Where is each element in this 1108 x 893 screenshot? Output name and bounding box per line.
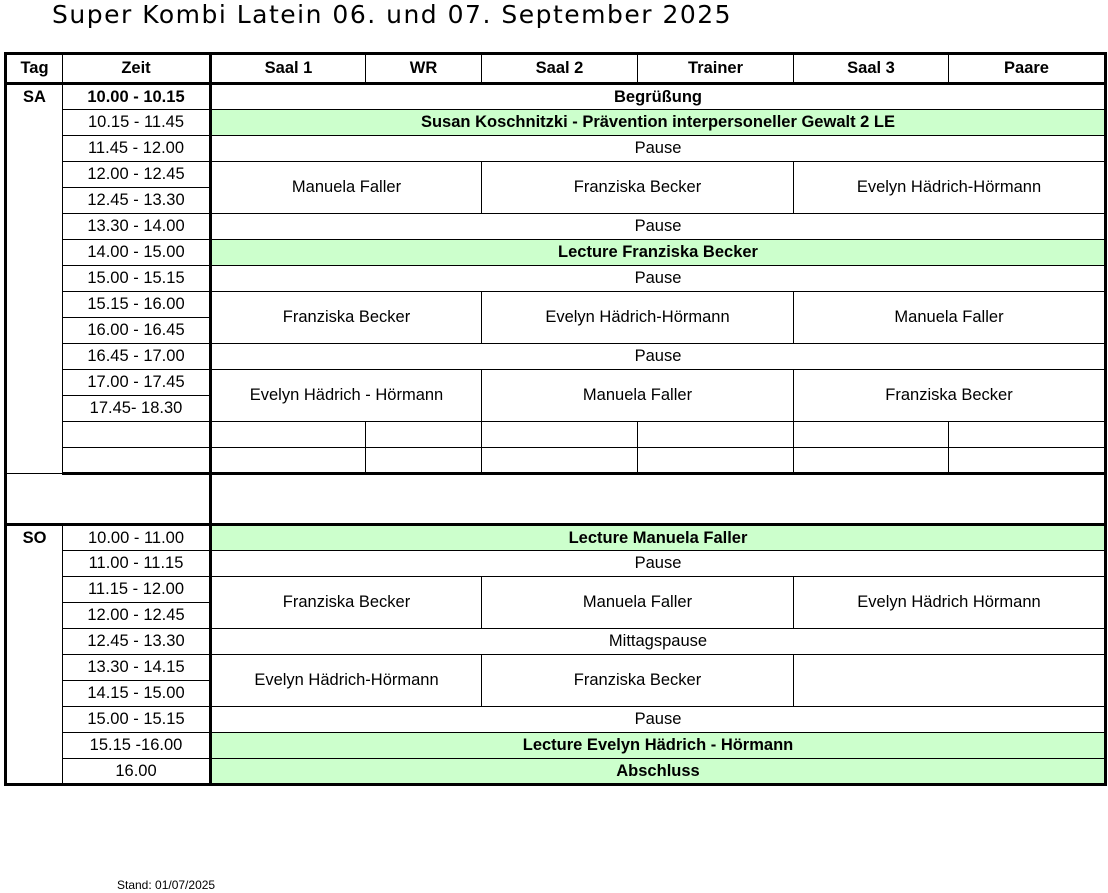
time-cell: 12.00 - 12.45 <box>63 162 211 188</box>
table-row <box>6 733 1106 759</box>
session-cell: Evelyn Hädrich Hörmann <box>794 577 1106 629</box>
empty-cell <box>211 448 366 474</box>
time-cell: 14.00 - 15.00 <box>63 240 211 266</box>
table-row <box>6 292 1106 318</box>
table-row <box>6 162 1106 188</box>
session-cell: Manuela Faller <box>482 577 794 629</box>
time-cell: 15.00 - 15.15 <box>63 266 211 292</box>
time-cell: 10.00 - 11.00 <box>63 525 211 551</box>
table-row <box>6 344 1106 370</box>
table-row <box>6 240 1106 266</box>
empty-cell <box>794 448 949 474</box>
header-row <box>6 54 1106 84</box>
table-row <box>6 655 1106 681</box>
time-cell: 17.00 - 17.45 <box>63 370 211 396</box>
session-cell: Evelyn Hädrich - Hörmann <box>211 370 482 422</box>
time-cell: 13.30 - 14.15 <box>63 655 211 681</box>
session-cell: Lecture Franziska Becker <box>211 240 1106 266</box>
table-row <box>6 214 1106 240</box>
time-cell: 15.15 - 16.00 <box>63 292 211 318</box>
table-row <box>6 448 1106 474</box>
header-saal-2: Saal 2 <box>482 54 638 84</box>
session-cell: Franziska Becker <box>211 577 482 629</box>
pause-cell: Pause <box>211 266 1106 292</box>
table-row <box>6 266 1106 292</box>
session-cell: Evelyn Hädrich-Hörmann <box>482 292 794 344</box>
session-cell: Franziska Becker <box>211 292 482 344</box>
spacer-row <box>6 474 1106 525</box>
table-row <box>6 707 1106 733</box>
session-cell: Franziska Becker <box>482 655 794 707</box>
time-cell: 10.15 - 11.45 <box>63 110 211 136</box>
time-cell: 16.45 - 17.00 <box>63 344 211 370</box>
session-cell: Abschluss <box>211 759 1106 785</box>
schedule-table <box>4 52 1107 786</box>
time-cell: 17.45- 18.30 <box>63 396 211 422</box>
header-tag: Tag <box>6 54 63 84</box>
session-cell: Susan Koschnitzki - Prävention interpersoneller Gewalt 2 LE <box>211 110 1106 136</box>
day-sa: SA <box>6 84 63 474</box>
time-cell: 16.00 - 16.45 <box>63 318 211 344</box>
table-row <box>6 525 1106 551</box>
session-cell: Evelyn Hädrich-Hörmann <box>211 655 482 707</box>
empty-cell <box>366 422 482 448</box>
session-cell: Manuela Faller <box>211 162 482 214</box>
header-wr: WR <box>366 54 482 84</box>
session-cell: Begrüßung <box>211 84 1106 110</box>
empty-cell <box>949 422 1106 448</box>
table-row <box>6 110 1106 136</box>
table-row <box>6 136 1106 162</box>
table-row <box>6 422 1106 448</box>
time-cell: 13.30 - 14.00 <box>63 214 211 240</box>
session-cell: Manuela Faller <box>794 292 1106 344</box>
session-cell: Franziska Becker <box>794 370 1106 422</box>
table-row <box>6 629 1106 655</box>
session-cell: Evelyn Hädrich-Hörmann <box>794 162 1106 214</box>
time-cell: 11.00 - 11.15 <box>63 551 211 577</box>
table-row <box>6 577 1106 603</box>
time-cell: 14.15 - 15.00 <box>63 681 211 707</box>
empty-cell <box>794 422 949 448</box>
pause-cell: Mittagspause <box>211 629 1106 655</box>
session-cell: Lecture Manuela Faller <box>211 525 1106 551</box>
empty-cell <box>949 448 1106 474</box>
empty-cell <box>211 474 1106 525</box>
time-cell: 12.45 - 13.30 <box>63 629 211 655</box>
header-trainer: Trainer <box>638 54 794 84</box>
table-row <box>6 551 1106 577</box>
empty-cell <box>211 422 366 448</box>
time-cell: 12.45 - 13.30 <box>63 188 211 214</box>
day-so: SO <box>6 525 63 785</box>
empty-cell <box>6 474 211 525</box>
table-row <box>6 84 1106 110</box>
header-zeit: Zeit <box>63 54 211 84</box>
empty-cell <box>63 422 211 448</box>
stand-date: Stand: 01/07/2025 <box>117 878 216 892</box>
pause-cell: Pause <box>211 136 1106 162</box>
pause-cell: Pause <box>211 707 1106 733</box>
time-cell: 11.45 - 12.00 <box>63 136 211 162</box>
empty-cell <box>794 655 1106 707</box>
pause-cell: Pause <box>211 344 1106 370</box>
table-row <box>6 759 1106 785</box>
time-cell: 12.00 - 12.45 <box>63 603 211 629</box>
session-cell: Lecture Evelyn Hädrich - Hörmann <box>211 733 1106 759</box>
header-saal-3: Saal 3 <box>794 54 949 84</box>
header-paare: Paare <box>949 54 1106 84</box>
pause-cell: Pause <box>211 214 1106 240</box>
time-cell: 15.00 - 15.15 <box>63 707 211 733</box>
time-cell: 10.00 - 10.15 <box>63 84 211 110</box>
empty-cell <box>638 422 794 448</box>
empty-cell <box>366 448 482 474</box>
empty-cell <box>638 448 794 474</box>
empty-cell <box>482 448 638 474</box>
time-cell: 16.00 <box>63 759 211 785</box>
page-title: Super Kombi Latein 06. und 07. September 2025 <box>52 0 733 29</box>
empty-cell <box>63 448 211 474</box>
time-cell: 15.15 -16.00 <box>63 733 211 759</box>
empty-cell <box>482 422 638 448</box>
session-cell: Franziska Becker <box>482 162 794 214</box>
pause-cell: Pause <box>211 551 1106 577</box>
time-cell: 11.15 - 12.00 <box>63 577 211 603</box>
session-cell: Manuela Faller <box>482 370 794 422</box>
table-row <box>6 370 1106 396</box>
header-saal-1: Saal 1 <box>211 54 366 84</box>
